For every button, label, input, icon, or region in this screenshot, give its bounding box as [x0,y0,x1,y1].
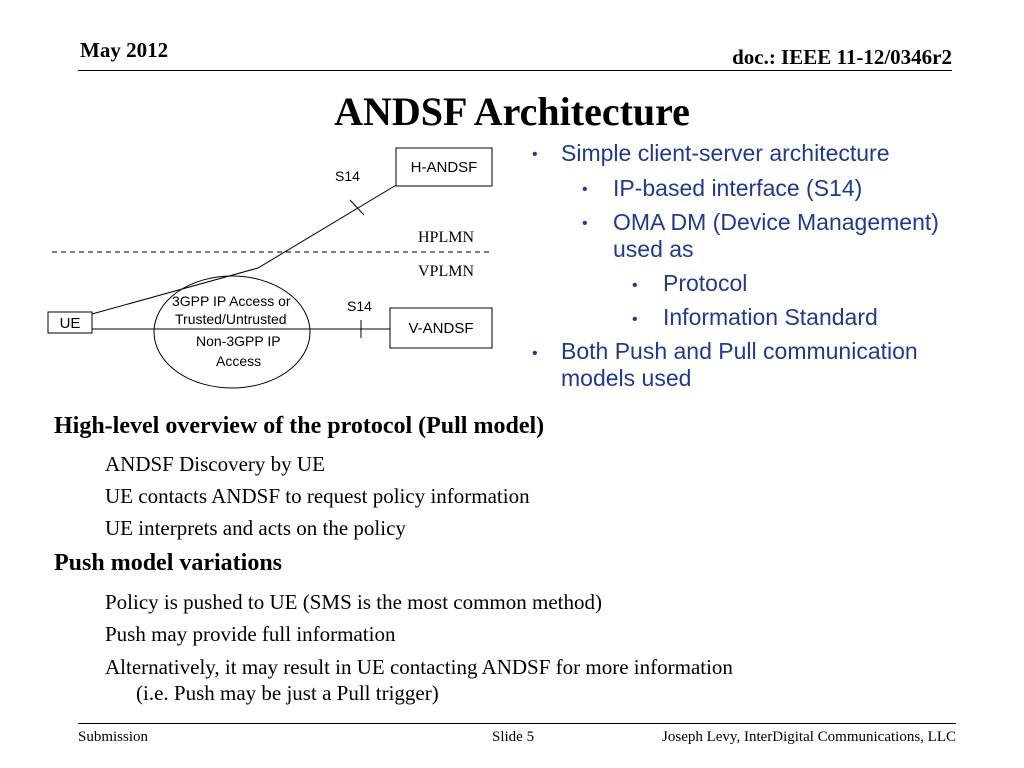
pull-item-interpret: UE interprets and acts on the policy [105,516,406,540]
pull-item-discovery: ANDSF Discovery by UE [105,452,325,476]
pull-model-heading: High-level overview of the protocol (Pull model) [54,413,545,439]
push-item-full-info: Push may provide full information [105,622,396,646]
access-label-line2: Trusted/Untrusted [175,311,287,327]
access-label-line3: Non-3GPP IP [196,333,281,349]
bullet-protocol: Protocol [663,270,748,296]
bullet-dot: • [532,146,538,163]
h-andsf-label: H-ANDSF [410,159,478,176]
bullet-dot: • [632,277,638,294]
ue-label: UE [59,315,81,332]
vplmn-label: VPLMN [418,263,475,280]
access-label-line1: 3GPP IP Access or [172,293,291,309]
push-item-alternatively-cont: (i.e. Push may be just a Pull trigger) [136,681,439,705]
bullet-dot: • [532,345,538,362]
bullet-dot: • [582,215,588,232]
s14-upper-label: S14 [335,168,360,184]
bullet-simple-architecture: Simple client-server architecture [561,140,890,166]
bullet-dot: • [582,181,588,198]
bullet-push-pull-line1: Both Push and Pull communication [561,338,918,364]
s14-home-tick [350,200,364,215]
slide-title: ANDSF Architecture [334,89,690,134]
bullet-ip-interface: IP-based interface (S14) [613,175,863,201]
v-andsf-label: V-ANDSF [408,320,474,337]
footer-slide-number: Slide 5 [492,729,535,745]
push-item-alternatively: Alternatively, it may result in UE contacting ANDSF for more information [105,655,733,679]
push-model-heading: Push model variations [54,550,283,576]
bullet-dot: • [632,311,638,328]
footer-author: Joseph Levy, InterDigital Communications, LLC [662,729,956,745]
footer-divider [78,723,956,724]
footer-submission: Submission [78,729,149,745]
bullet-oma-dm-line2: used as [613,236,694,262]
s14-lower-label: S14 [347,298,372,314]
bullet-oma-dm-line1: OMA DM (Device Management) [613,209,939,235]
access-label-line4: Access [216,353,262,369]
bullet-information-standard: Information Standard [663,304,878,330]
bullet-push-pull-line2: models used [561,365,692,391]
header-doc-id: doc.: IEEE 11-12/0346r2 [732,45,952,69]
header-date: May 2012 [80,38,169,62]
hplmn-label: HPLMN [418,229,475,246]
pull-item-request: UE contacts ANDSF to request policy information [105,484,530,508]
push-item-pushed: Policy is pushed to UE (SMS is the most common method) [105,590,602,614]
